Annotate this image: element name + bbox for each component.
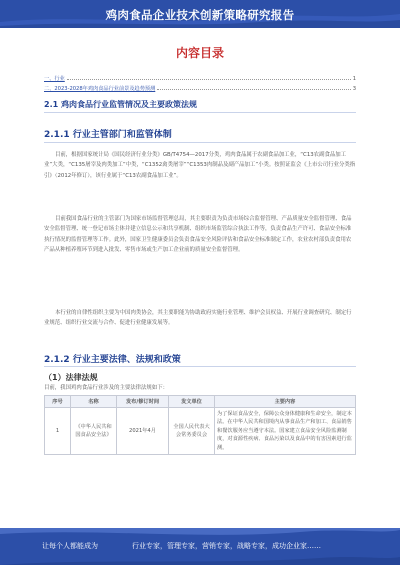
subsection-divider [44,142,356,143]
report-header [0,0,400,28]
cell-content: 为了保证食品安全，保障公众身体健康和生命安全，制定本法。在中华人民共和国境内从事食品生产和加工、食品销售和餐饮服务应当遵守本法。国家建立食品安全风险监测制度，对食源性疾病、食品污染以及食品中的有害因素进行监测。 [215,408,356,455]
toc-item-page: 1 [352,76,356,82]
paragraph: 目前，根据国家统计局《国民经济行业分类》GB/T4754—2017分类，鸡肉食品属于农副食品加工业，“C13农副食品加工业”大类，“C135屠宰及肉类加工”中类，“C1352禽类屠宰”“C1353肉制品及副产品加工”小类。按照证监会《上市公司行业分类指引》（2012年修订），该行业属于“C13农副食品加工业”。 [44,152,356,179]
table-row [45,408,356,455]
footer-slogan-left: 让每个人都能成为 [42,542,98,550]
toc-item-label: 二、2023-2028年鸡肉食品行业前景及趋势预测 [44,86,156,92]
paragraph: 本行业的自律性组织主要为中国肉类协会，其主要职能为协助政府实施行业管理、维护会员权益、开展行业调查研究、制定行业规范、组织行业交流与合作、促进行业健康发展等。 [44,310,352,327]
subsection-divider [44,366,356,367]
law-table [44,395,356,455]
column-header: 序号 [45,396,71,408]
law-intro: 目前，我国鸡肉食品行业涉及的主要法律法规如下： [44,385,168,391]
toc-leader-dots [157,89,350,90]
cell-no: 1 [45,408,71,455]
column-header: 发文单位 [169,396,215,408]
subsection-heading: 2.1.2 行业主要法律、法规和政策 [44,355,181,365]
column-header: 主要内容 [215,396,356,408]
toc-leader-dots [67,79,351,80]
footer-slogan-right: 行业专家，管理专家，营销专家，战略专家，成功企业家…… [132,542,321,550]
toc-item-page: 3 [352,86,356,92]
section-heading: 2.1 鸡肉食品行业监管情况及主要政策法规 [44,100,197,109]
report-title: 鸡肉食品企业技术创新策略研究报告 [105,8,295,22]
column-header: 名称 [71,396,117,408]
table-of-contents [44,72,356,92]
cell-issuer: 全国人民代表大会常务委员会 [169,408,215,455]
paragraph: 目前我国食品行业的主管部门为国家市场监督管理总局，其主要职责为负责市场综合监督管理、产品质量安全监督管理、食品安全监督管理、统一登记市场主体并建立信息公示和共享机制、组织市场监管综合执法工作等，负责食品生产许可、食品安全标准执行情况的监督管理等工作。此外，国家卫生健康委员会负责食品安全风险评估和食品安全标准制定工作，农业农村部负责食用农产品从种植养殖环节到进入批发、零售市场或生产加工企业前的质量安全监督管理。 [44,216,352,254]
cell-date: 2021年4月 [117,408,169,455]
sub-subsection-heading: （1）法律法规 [44,373,98,382]
table-header-row [45,396,356,408]
subsection-heading: 2.1.1 行业主管部门和监管体制 [44,130,172,140]
section-divider [44,112,356,113]
report-footer [0,528,400,565]
toc-item[interactable] [44,82,356,92]
toc-title: 内容目录 [175,46,224,60]
cell-name: 《中华人民共和国食品安全法》 [71,408,117,455]
toc-item[interactable] [44,72,356,82]
column-header: 发布/修订时间 [117,396,169,408]
toc-item-label: 一、行业 [44,76,65,82]
